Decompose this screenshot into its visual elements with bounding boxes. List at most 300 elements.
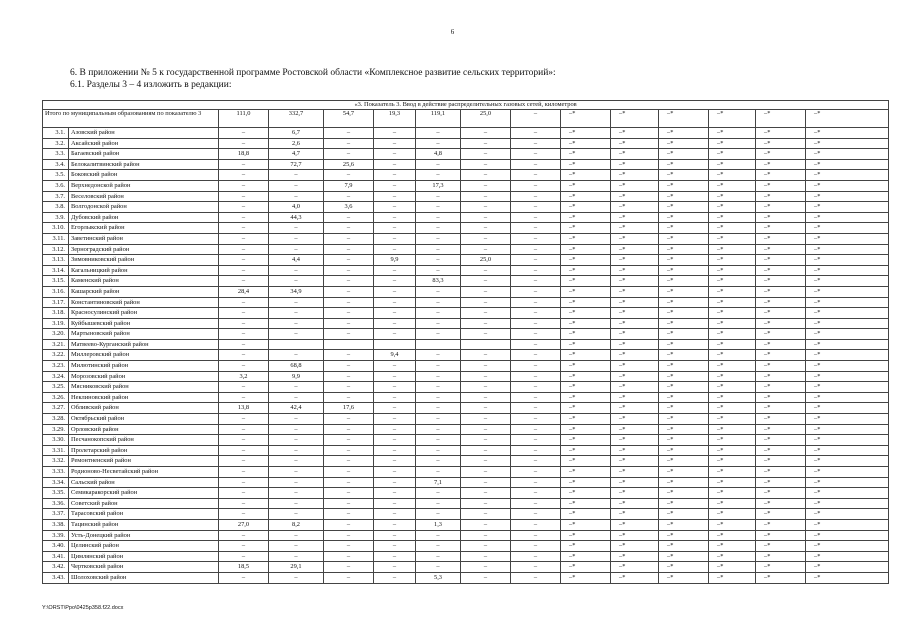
- value-cell: –: [511, 361, 561, 372]
- value-cell: –*: [806, 318, 889, 329]
- value-cell: –: [374, 445, 416, 456]
- value-cell: –: [219, 233, 269, 244]
- value-cell: 13,8: [219, 403, 269, 414]
- value-cell: –*: [709, 541, 756, 552]
- value-cell: –: [416, 297, 461, 308]
- value-cell: –*: [756, 191, 806, 202]
- value-cell: –: [269, 191, 324, 202]
- value-cell: –: [269, 572, 324, 583]
- value-cell: –: [219, 477, 269, 488]
- table-row: [43, 572, 889, 583]
- value-cell: –*: [709, 509, 756, 520]
- district-name: Волгодонской район: [69, 202, 219, 213]
- value-cell: –*: [659, 371, 709, 382]
- value-cell: –*: [756, 308, 806, 319]
- value-cell: –: [374, 265, 416, 276]
- value-cell: –: [324, 255, 374, 266]
- table-row: [43, 382, 889, 393]
- value-cell: –*: [709, 392, 756, 403]
- value-cell: –: [269, 477, 324, 488]
- value-cell: –: [374, 318, 416, 329]
- value-cell: –*: [756, 572, 806, 583]
- row-number: 3.24.: [43, 371, 69, 382]
- value-cell: –: [416, 191, 461, 202]
- value-cell: –*: [806, 392, 889, 403]
- district-name: Мартыновский район: [69, 329, 219, 340]
- value-cell: –: [219, 382, 269, 393]
- district-name: Константиновский район: [69, 297, 219, 308]
- value-cell: –*: [756, 477, 806, 488]
- value-cell: –: [511, 149, 561, 160]
- table-row: [43, 498, 889, 509]
- value-cell: –: [374, 361, 416, 372]
- total-cell: 54,7: [324, 110, 374, 128]
- value-cell: 34,9: [269, 286, 324, 297]
- value-cell: –: [511, 159, 561, 170]
- value-cell: –: [461, 403, 511, 414]
- value-cell: –*: [806, 223, 889, 234]
- value-cell: –: [416, 233, 461, 244]
- value-cell: –*: [756, 318, 806, 329]
- value-cell: –: [511, 509, 561, 520]
- value-cell: –*: [806, 233, 889, 244]
- row-number: 3.38.: [43, 519, 69, 530]
- value-cell: –*: [561, 191, 611, 202]
- value-cell: –: [511, 265, 561, 276]
- value-cell: –: [374, 286, 416, 297]
- value-cell: –: [269, 180, 324, 191]
- value-cell: –*: [659, 382, 709, 393]
- value-cell: –*: [709, 212, 756, 223]
- table-row: [43, 530, 889, 541]
- district-name: Каменский район: [69, 276, 219, 287]
- value-cell: –: [416, 244, 461, 255]
- value-cell: –: [324, 318, 374, 329]
- table-caption-row: [43, 101, 889, 110]
- value-cell: –*: [611, 530, 659, 541]
- value-cell: –: [416, 424, 461, 435]
- value-cell: –*: [806, 170, 889, 181]
- value-cell: –*: [611, 371, 659, 382]
- value-cell: –: [324, 424, 374, 435]
- total-cell: 111,0: [219, 110, 269, 128]
- value-cell: –: [374, 329, 416, 340]
- value-cell: –*: [756, 519, 806, 530]
- value-cell: –: [416, 265, 461, 276]
- value-cell: –: [416, 488, 461, 499]
- value-cell: –*: [756, 138, 806, 149]
- value-cell: –*: [709, 435, 756, 446]
- value-cell: –: [324, 509, 374, 520]
- value-cell: 3,6: [324, 202, 374, 213]
- value-cell: –*: [659, 255, 709, 266]
- value-cell: –*: [561, 477, 611, 488]
- value-cell: –*: [561, 138, 611, 149]
- total-cell: –*: [561, 110, 611, 128]
- value-cell: –*: [709, 149, 756, 160]
- value-cell: 83,3: [416, 276, 461, 287]
- district-name: Красносулинский район: [69, 308, 219, 319]
- value-cell: –*: [659, 530, 709, 541]
- value-cell: –*: [709, 202, 756, 213]
- value-cell: –*: [756, 339, 806, 350]
- value-cell: –: [219, 414, 269, 425]
- value-cell: –: [416, 128, 461, 139]
- value-cell: –*: [561, 371, 611, 382]
- value-cell: –: [374, 519, 416, 530]
- value-cell: –*: [806, 339, 889, 350]
- table-row: [43, 488, 889, 499]
- table-caption: «3. Показатель 3. Ввод в действие распределительных газовых сетей, километров: [43, 101, 889, 110]
- value-cell: –: [269, 392, 324, 403]
- row-number: 3.21.: [43, 339, 69, 350]
- value-cell: –: [416, 371, 461, 382]
- value-cell: 72,7: [269, 159, 324, 170]
- district-name: Миллеровский район: [69, 350, 219, 361]
- value-cell: –: [219, 329, 269, 340]
- row-number: 3.34.: [43, 477, 69, 488]
- value-cell: –: [416, 318, 461, 329]
- value-cell: –: [416, 170, 461, 181]
- row-number: 3.33.: [43, 467, 69, 478]
- value-cell: –*: [561, 361, 611, 372]
- value-cell: –: [461, 382, 511, 393]
- value-cell: –: [461, 149, 511, 160]
- value-cell: –*: [611, 308, 659, 319]
- value-cell: –*: [659, 308, 709, 319]
- value-cell: –: [511, 572, 561, 583]
- value-cell: –*: [659, 498, 709, 509]
- value-cell: –*: [611, 128, 659, 139]
- value-cell: –: [511, 498, 561, 509]
- row-number: 3.9.: [43, 212, 69, 223]
- value-cell: –*: [659, 212, 709, 223]
- value-cell: –: [511, 424, 561, 435]
- value-cell: –: [324, 329, 374, 340]
- value-cell: –: [269, 509, 324, 520]
- value-cell: –*: [659, 244, 709, 255]
- value-cell: –*: [756, 424, 806, 435]
- value-cell: –*: [709, 572, 756, 583]
- intro-line-2: 6.1. Разделы 3 – 4 изложить в редакции:: [70, 80, 232, 90]
- value-cell: –: [461, 361, 511, 372]
- value-cell: –: [324, 435, 374, 446]
- table-row: [43, 371, 889, 382]
- value-cell: –*: [611, 159, 659, 170]
- value-cell: –: [219, 456, 269, 467]
- value-cell: –: [511, 382, 561, 393]
- value-cell: –: [324, 149, 374, 160]
- value-cell: –: [219, 318, 269, 329]
- value-cell: –*: [611, 424, 659, 435]
- value-cell: –*: [561, 350, 611, 361]
- value-cell: –*: [709, 128, 756, 139]
- district-name: Матвеево-Курганский район: [69, 339, 219, 350]
- value-cell: –*: [561, 180, 611, 191]
- value-cell: –: [511, 435, 561, 446]
- row-number: 3.8.: [43, 202, 69, 213]
- value-cell: –*: [561, 159, 611, 170]
- value-cell: 28,4: [219, 286, 269, 297]
- value-cell: 4,7: [269, 149, 324, 160]
- value-cell: –*: [561, 456, 611, 467]
- district-name: Обливский район: [69, 403, 219, 414]
- district-name: Боковский район: [69, 170, 219, 181]
- value-cell: –: [219, 276, 269, 287]
- value-cell: –: [416, 329, 461, 340]
- value-cell: –*: [611, 276, 659, 287]
- total-cell: –*: [659, 110, 709, 128]
- value-cell: –*: [806, 149, 889, 160]
- value-cell: –*: [611, 318, 659, 329]
- value-cell: –: [324, 572, 374, 583]
- value-cell: –: [269, 435, 324, 446]
- value-cell: –: [461, 572, 511, 583]
- value-cell: –*: [709, 519, 756, 530]
- value-cell: [374, 339, 416, 350]
- value-cell: –: [511, 403, 561, 414]
- value-cell: –*: [806, 308, 889, 319]
- table-row: [43, 191, 889, 202]
- value-cell: –: [461, 350, 511, 361]
- total-cell: 19,3: [374, 110, 416, 128]
- value-cell: –*: [756, 456, 806, 467]
- value-cell: –*: [806, 202, 889, 213]
- value-cell: –*: [806, 572, 889, 583]
- total-cell: 119,1: [416, 110, 461, 128]
- table-row: [43, 477, 889, 488]
- value-cell: –*: [659, 477, 709, 488]
- value-cell: –: [416, 403, 461, 414]
- table-row: [43, 424, 889, 435]
- value-cell: –*: [756, 149, 806, 160]
- value-cell: –: [324, 297, 374, 308]
- row-number: 3.4.: [43, 159, 69, 170]
- value-cell: 29,1: [269, 562, 324, 573]
- value-cell: –: [416, 159, 461, 170]
- table-row: [43, 403, 889, 414]
- value-cell: –*: [756, 244, 806, 255]
- value-cell: –: [324, 467, 374, 478]
- value-cell: –: [269, 498, 324, 509]
- value-cell: –*: [806, 159, 889, 170]
- value-cell: –: [324, 498, 374, 509]
- value-cell: –: [269, 297, 324, 308]
- value-cell: –: [416, 456, 461, 467]
- value-cell: –: [511, 297, 561, 308]
- table-row: [43, 562, 889, 573]
- value-cell: –: [416, 212, 461, 223]
- value-cell: –*: [561, 244, 611, 255]
- value-cell: –: [416, 562, 461, 573]
- value-cell: –: [511, 371, 561, 382]
- value-cell: –: [219, 308, 269, 319]
- value-cell: –: [269, 308, 324, 319]
- value-cell: –: [374, 371, 416, 382]
- table-row: [43, 541, 889, 552]
- value-cell: –*: [611, 467, 659, 478]
- table-row: [43, 551, 889, 562]
- value-cell: –: [461, 286, 511, 297]
- value-cell: –: [416, 361, 461, 372]
- table-row: [43, 318, 889, 329]
- value-cell: –: [219, 202, 269, 213]
- value-cell: –*: [659, 329, 709, 340]
- value-cell: –*: [756, 265, 806, 276]
- value-cell: –*: [659, 128, 709, 139]
- value-cell: –: [324, 519, 374, 530]
- value-cell: –: [269, 244, 324, 255]
- value-cell: –*: [561, 541, 611, 552]
- table-row: [43, 128, 889, 139]
- value-cell: –: [324, 212, 374, 223]
- value-cell: –*: [806, 519, 889, 530]
- value-cell: 25,6: [324, 159, 374, 170]
- row-number: 3.31.: [43, 445, 69, 456]
- value-cell: –*: [561, 265, 611, 276]
- value-cell: –: [269, 276, 324, 287]
- value-cell: –: [511, 244, 561, 255]
- value-cell: –*: [561, 339, 611, 350]
- value-cell: –*: [611, 477, 659, 488]
- value-cell: [461, 339, 511, 350]
- value-cell: –*: [756, 170, 806, 181]
- district-name: Семикаракорский район: [69, 488, 219, 499]
- value-cell: –: [219, 572, 269, 583]
- value-cell: –*: [806, 530, 889, 541]
- district-name: Цимлянский район: [69, 551, 219, 562]
- value-cell: –*: [611, 191, 659, 202]
- table-row: [43, 159, 889, 170]
- value-cell: –: [511, 191, 561, 202]
- district-name: Кашарский район: [69, 286, 219, 297]
- value-cell: –*: [756, 551, 806, 562]
- value-cell: –*: [709, 318, 756, 329]
- district-name: Ремонтненский район: [69, 456, 219, 467]
- value-cell: –*: [756, 180, 806, 191]
- value-cell: –: [219, 265, 269, 276]
- value-cell: –*: [806, 212, 889, 223]
- value-cell: –*: [806, 562, 889, 573]
- value-cell: –*: [806, 244, 889, 255]
- value-cell: –*: [561, 212, 611, 223]
- value-cell: –: [461, 530, 511, 541]
- district-name: Азовский район: [69, 128, 219, 139]
- table-total-row: [43, 110, 889, 128]
- value-cell: –*: [806, 255, 889, 266]
- value-cell: –: [416, 498, 461, 509]
- table-row: [43, 138, 889, 149]
- value-cell: –*: [561, 424, 611, 435]
- district-name: Аксайский район: [69, 138, 219, 149]
- value-cell: –: [219, 541, 269, 552]
- table-row: [43, 233, 889, 244]
- value-cell: –*: [611, 498, 659, 509]
- value-cell: –: [461, 392, 511, 403]
- value-cell: –*: [659, 202, 709, 213]
- table-row: [43, 308, 889, 319]
- value-cell: –*: [561, 223, 611, 234]
- value-cell: –*: [561, 519, 611, 530]
- value-cell: –: [219, 350, 269, 361]
- value-cell: –*: [561, 202, 611, 213]
- value-cell: –*: [709, 467, 756, 478]
- value-cell: –: [416, 255, 461, 266]
- value-cell: –: [461, 541, 511, 552]
- value-cell: –: [269, 541, 324, 552]
- value-cell: –: [324, 371, 374, 382]
- footer-file-path: Y:\ORST\Ppo\0425p358.f22.docx: [42, 605, 124, 611]
- row-number: 3.29.: [43, 424, 69, 435]
- value-cell: –*: [806, 435, 889, 446]
- value-cell: 18,8: [219, 149, 269, 160]
- value-cell: –*: [659, 414, 709, 425]
- value-cell: 3,2: [219, 371, 269, 382]
- value-cell: –*: [756, 530, 806, 541]
- value-cell: –: [219, 170, 269, 181]
- value-cell: –: [269, 424, 324, 435]
- value-cell: –: [416, 382, 461, 393]
- value-cell: –: [219, 392, 269, 403]
- value-cell: –*: [659, 424, 709, 435]
- intro-line-1: 6. В приложении № 5 к государственной программе Ростовской области «Комплексное развитие сельских территорий»:: [70, 68, 556, 78]
- value-cell: –: [461, 308, 511, 319]
- value-cell: –: [511, 392, 561, 403]
- total-cell: 25,0: [461, 110, 511, 128]
- value-cell: –*: [756, 509, 806, 520]
- value-cell: –*: [611, 541, 659, 552]
- value-cell: –: [374, 180, 416, 191]
- value-cell: –*: [611, 329, 659, 340]
- value-cell: –: [461, 191, 511, 202]
- value-cell: –*: [659, 488, 709, 499]
- row-number: 3.14.: [43, 265, 69, 276]
- value-cell: –*: [561, 498, 611, 509]
- row-number: 3.37.: [43, 509, 69, 520]
- value-cell: –*: [561, 128, 611, 139]
- value-cell: –: [461, 445, 511, 456]
- value-cell: –*: [561, 233, 611, 244]
- value-cell: –*: [561, 572, 611, 583]
- value-cell: –*: [709, 414, 756, 425]
- value-cell: 9,4: [374, 350, 416, 361]
- value-cell: –: [269, 318, 324, 329]
- value-cell: –: [219, 180, 269, 191]
- district-name: Белокалитвинский район: [69, 159, 219, 170]
- value-cell: –: [461, 128, 511, 139]
- value-cell: –: [324, 223, 374, 234]
- value-cell: –*: [561, 562, 611, 573]
- value-cell: –*: [611, 562, 659, 573]
- row-number: 3.12.: [43, 244, 69, 255]
- value-cell: –: [416, 350, 461, 361]
- value-cell: –: [461, 265, 511, 276]
- value-cell: –: [461, 276, 511, 287]
- value-cell: 42,4: [269, 403, 324, 414]
- value-cell: –*: [806, 361, 889, 372]
- value-cell: –: [324, 138, 374, 149]
- district-name: Милютинский район: [69, 361, 219, 372]
- value-cell: –*: [561, 392, 611, 403]
- value-cell: [324, 339, 374, 350]
- indicator-table: [42, 100, 889, 584]
- value-cell: –*: [659, 297, 709, 308]
- value-cell: –*: [756, 361, 806, 372]
- table-row: [43, 255, 889, 266]
- total-cell: –*: [806, 110, 889, 128]
- value-cell: –: [511, 467, 561, 478]
- value-cell: –: [374, 541, 416, 552]
